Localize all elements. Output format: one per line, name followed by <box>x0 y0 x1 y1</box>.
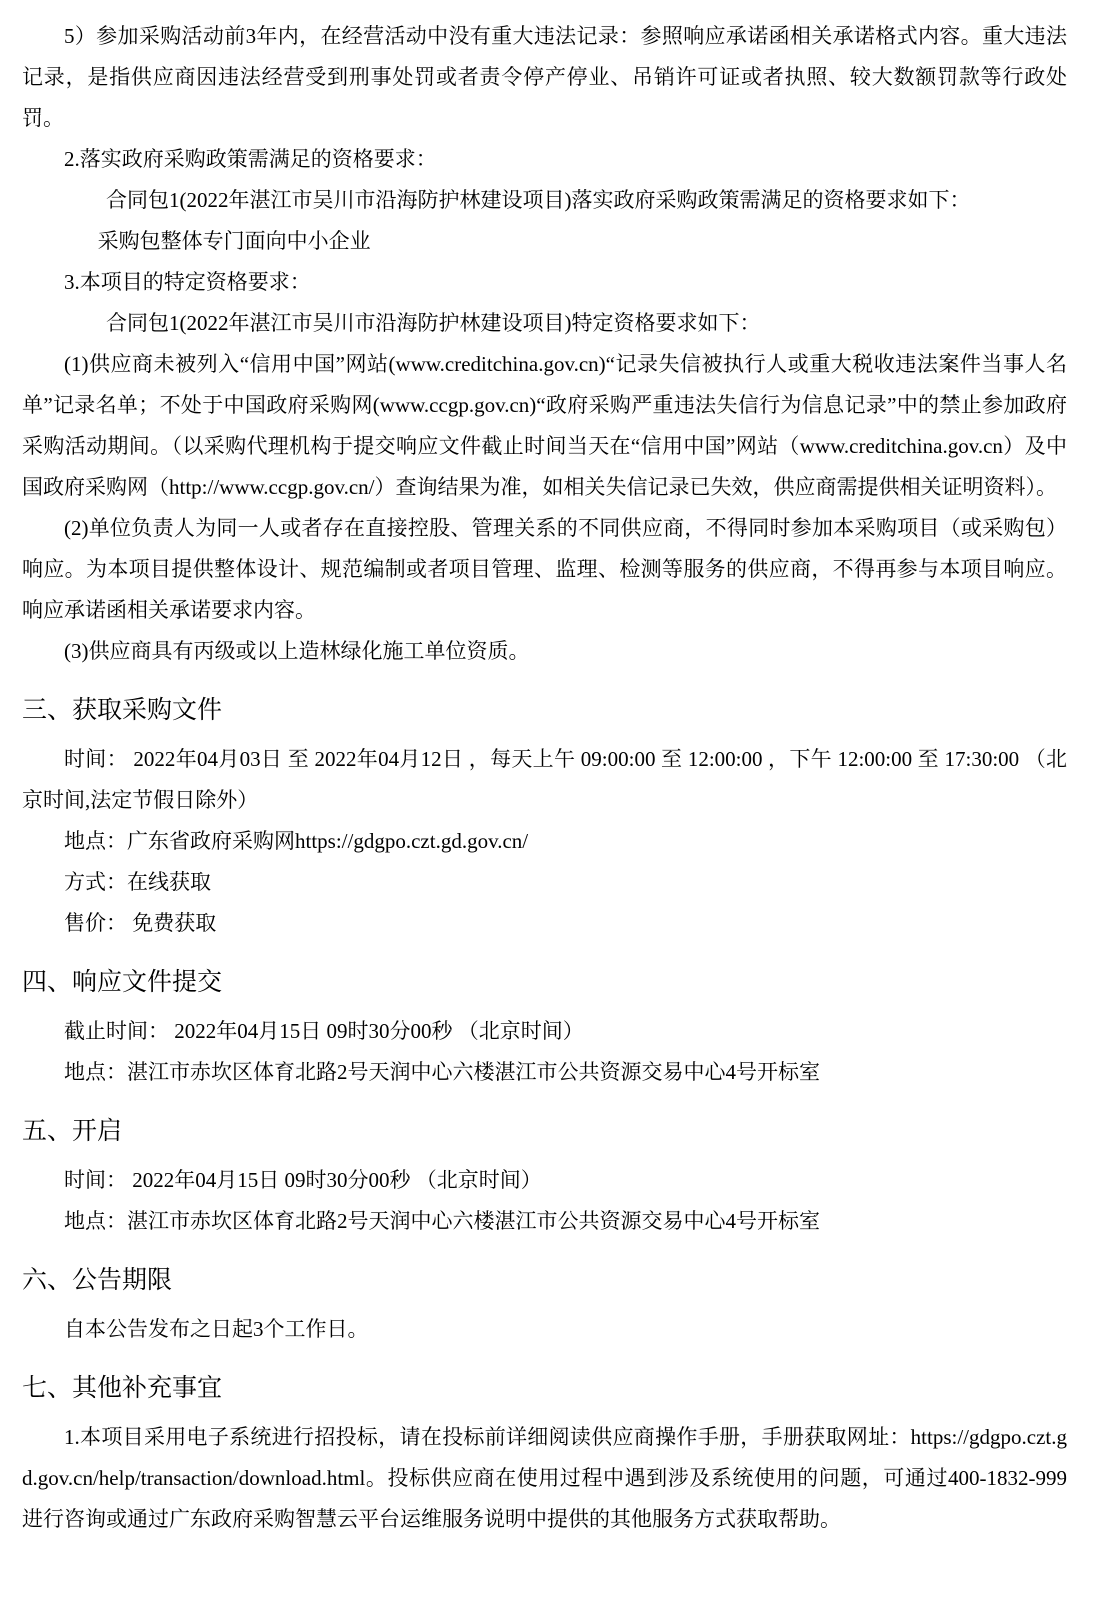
paragraph: 合同包1(2022年湛江市吴川市沿海防护林建设项目)落实政府采购政策需满足的资格要求如下： <box>106 188 971 212</box>
paragraph: 自本公告发布之日起3个工作日。 <box>64 1317 369 1341</box>
paragraph: 地点：湛江市赤坎区体育北路2号天润中心六楼湛江市公共资源交易中心4号开标室 <box>64 1209 820 1233</box>
paragraph: 地点：湛江市赤坎区体育北路2号天润中心六楼湛江市公共资源交易中心4号开标室 <box>64 1060 820 1084</box>
paragraph: (1)供应商未被列入“信用中国”网站(www.creditchina.gov.cn)“记录失信被执行人或重大税收违法案件当事人名单”记录名单；不处于中国政府采购网(www.ccgp.gov.cn)“政府采购严重违法失信行为信息记录”中的禁止参加政府采购活动期间。（以采购代理机构于提交响应文件截止时间当天在“信用中国”网站（www.creditchina.gov.cn）及中国政府采购网（http://www.ccgp.gov.cn/）查询结果为准，如相关失信记录已失效，供应商需提供相关证明资料）。 <box>22 352 1067 499</box>
paragraph: 方式：在线获取 <box>64 870 211 894</box>
paragraph: 2.落实政府采购政策需满足的资格要求： <box>64 147 437 171</box>
section-heading: 七、其他补充事宜 <box>22 1375 223 1402</box>
section-heading: 六、公告期限 <box>22 1267 173 1294</box>
section-heading: 五、开启 <box>22 1118 123 1145</box>
paragraph: 3.本项目的特定资格要求： <box>64 270 311 294</box>
paragraph: 采购包整体专门面向中小企业 <box>97 229 371 253</box>
paragraph: 售价： 免费获取 <box>64 911 217 935</box>
paragraph: 时间： 2022年04月03日 至 2022年04月12日 ，每天上午 09:00:00 至 12:00:00 ，下午 12:00:00 至 17:30:00 （北京时间,法定节假日除外） <box>22 747 1067 812</box>
paragraph: (2)单位负责人为同一人或者存在直接控股、管理关系的不同供应商，不得同时参加本采购项目（或采购包）响应。为本项目提供整体设计、规范编制或者项目管理、监理、检测等服务的供应商，不得再参与本项目响应。响应承诺函相关承诺要求内容。 <box>22 516 1067 622</box>
paragraph: (3)供应商具有丙级或以上造林绿化施工单位资质。 <box>64 639 530 663</box>
document-body <box>22 16 1067 1540</box>
paragraph: 截止时间： 2022年04月15日 09时30分00秒 （北京时间） <box>64 1019 584 1043</box>
paragraph: 时间： 2022年04月15日 09时30分00秒 （北京时间） <box>64 1168 542 1192</box>
section-heading: 三、获取采购文件 <box>22 697 223 724</box>
paragraph: 1.本项目采用电子系统进行招投标，请在投标前详细阅读供应商操作手册，手册获取网址：https://gdgpo.czt.gd.gov.cn/help/transaction/download.html。投标供应商在使用过程中遇到涉及系统使用的问题，可通过400-1832-999进行咨询或通过广东政府采购智慧云平台运维服务说明中提供的其他服务方式获取帮助。 <box>22 1425 1067 1531</box>
paragraph: 合同包1(2022年湛江市吴川市沿海防护林建设项目)特定资格要求如下： <box>106 311 761 335</box>
section-heading: 四、响应文件提交 <box>22 969 223 996</box>
paragraph: 地点：广东省政府采购网https://gdgpo.czt.gd.gov.cn/ <box>64 829 529 853</box>
paragraph: 5）参加采购活动前3年内，在经营活动中没有重大违法记录：参照响应承诺函相关承诺格式内容。重大违法记录，是指供应商因违法经营受到刑事处罚或者责令停产停业、吊销许可证或者执照、较大数额罚款等行政处罚。 <box>22 24 1067 130</box>
